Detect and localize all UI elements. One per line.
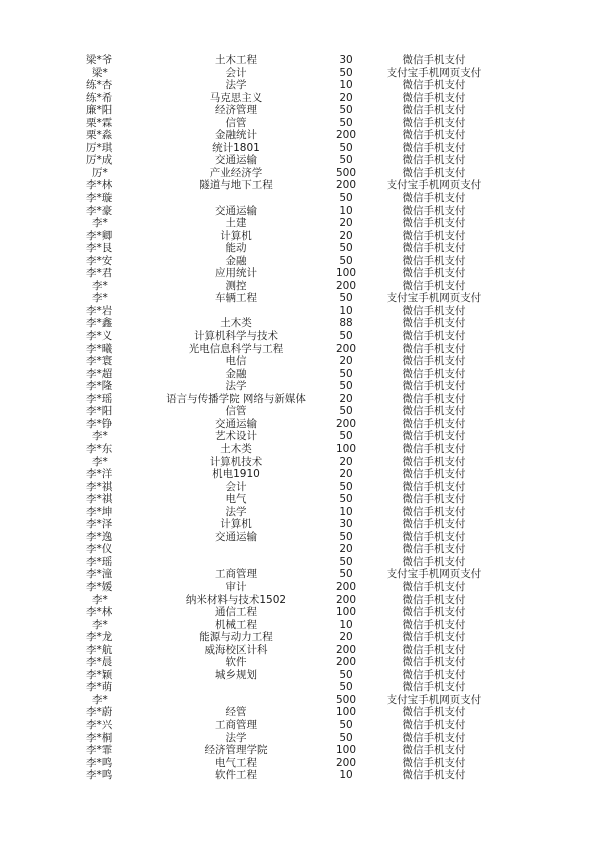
- donor-name: 李*: [92, 693, 108, 706]
- donation-amount: 100: [335, 744, 357, 757]
- donation-amount: 50: [339, 330, 353, 343]
- payment-method: 微信手机支付: [402, 229, 466, 242]
- table-row: [0, 430, 600, 443]
- donor-name: 李*: [92, 455, 108, 468]
- payment-method: 微信手机支付: [402, 480, 466, 493]
- payment-method: 微信手机支付: [402, 392, 466, 405]
- donor-name: 李*鸣: [86, 756, 113, 769]
- donor-name: 李*晨: [86, 656, 113, 669]
- donation-amount: 10: [339, 505, 353, 518]
- payment-method: 微信手机支付: [402, 618, 466, 631]
- table-row: [0, 317, 600, 330]
- donor-major: 交通运输: [215, 204, 257, 217]
- payment-method: 微信手机支付: [402, 355, 466, 368]
- donor-name: 李*卿: [86, 229, 113, 242]
- table-row: [0, 355, 600, 368]
- donation-amount: 50: [339, 681, 353, 694]
- donor-major: 金融统计: [215, 129, 257, 142]
- donor-name: 李*潼: [86, 568, 113, 581]
- donor-name: 李*: [92, 217, 108, 230]
- donation-amount: 100: [335, 706, 357, 719]
- table-row: [0, 694, 600, 707]
- donor-major: 土木工程: [215, 54, 257, 66]
- donation-amount: 20: [339, 392, 353, 405]
- payment-method: 微信手机支付: [402, 129, 466, 142]
- donor-major: 软件: [225, 656, 247, 669]
- table-row: [0, 518, 600, 531]
- donation-amount: 10: [339, 204, 353, 217]
- donor-major: 交通运输: [215, 417, 257, 430]
- payment-method: 微信手机支付: [402, 718, 466, 731]
- table-row: [0, 405, 600, 418]
- donor-name: 李*: [92, 618, 108, 631]
- donor-name: 李*林: [86, 606, 113, 619]
- donation-amount: 50: [339, 731, 353, 744]
- table-row: [0, 368, 600, 381]
- payment-method: 微信手机支付: [402, 468, 466, 481]
- donor-major: 语言与传播学院 网络与新媒体: [166, 392, 306, 405]
- donor-major: 机电1910: [212, 468, 260, 481]
- donor-name: 李*岩: [86, 304, 113, 317]
- donation-amount: 50: [339, 380, 353, 393]
- donation-amount: 10: [339, 769, 353, 782]
- donation-amount: 500: [335, 693, 357, 706]
- payment-method: 微信手机支付: [402, 505, 466, 518]
- payment-method: 微信手机支付: [402, 530, 466, 543]
- donor-major: 经济管理: [215, 104, 257, 117]
- payment-method: 微信手机支付: [402, 555, 466, 568]
- donation-amount: 50: [339, 367, 353, 380]
- table-row: [0, 531, 600, 544]
- table-row: [0, 192, 600, 205]
- payment-method: 微信手机支付: [402, 54, 466, 66]
- donor-major: 法学: [225, 731, 247, 744]
- payment-method: 支付宝手机网页支付: [386, 693, 482, 706]
- donor-name: 李*坤: [86, 505, 113, 518]
- payment-method: 微信手机支付: [402, 756, 466, 769]
- donation-amount: 50: [339, 480, 353, 493]
- payment-method: 微信手机支付: [402, 217, 466, 230]
- donation-amount: 50: [339, 254, 353, 267]
- donation-amount: 20: [339, 91, 353, 104]
- donor-major: 工商管理: [215, 568, 257, 581]
- donor-name: 李*瑶: [86, 555, 113, 568]
- table-row: [0, 154, 600, 167]
- donor-major: 电气工程: [215, 756, 257, 769]
- donor-major: 会计: [225, 480, 247, 493]
- table-row: [0, 305, 600, 318]
- table-row: [0, 506, 600, 519]
- donor-major: 审计: [225, 580, 247, 593]
- donation-amount: 50: [339, 192, 353, 205]
- donation-amount: 50: [339, 141, 353, 154]
- donor-name: 李*东: [86, 442, 113, 455]
- donor-name: 栗*淼: [86, 129, 113, 142]
- payment-method: 微信手机支付: [402, 304, 466, 317]
- table-row: [0, 230, 600, 243]
- payment-method: 支付宝手机网页支付: [386, 292, 482, 305]
- donor-name: 李*鑫: [86, 317, 113, 330]
- donor-name: 李*媛: [86, 580, 113, 593]
- donation-amount: 50: [339, 530, 353, 543]
- table-row: [0, 393, 600, 406]
- donor-major: 纳米材料与技术1502: [185, 593, 287, 606]
- payment-method: 微信手机支付: [402, 580, 466, 593]
- table-row: [0, 644, 600, 657]
- donor-name: 李*艮: [86, 242, 113, 255]
- table-row: [0, 104, 600, 117]
- payment-method: 微信手机支付: [402, 242, 466, 255]
- donor-major: 计算机: [220, 518, 252, 531]
- donor-major: 统计1801: [212, 141, 260, 154]
- table-row: [0, 594, 600, 607]
- table-row: [0, 418, 600, 431]
- donor-name: 李*: [92, 593, 108, 606]
- donor-name: 厉*琪: [86, 141, 113, 154]
- payment-method: 微信手机支付: [402, 731, 466, 744]
- donor-major: 测控: [225, 279, 247, 292]
- payment-method: 微信手机支付: [402, 543, 466, 556]
- payment-method: 微信手机支付: [402, 631, 466, 644]
- payment-method: 微信手机支付: [402, 417, 466, 430]
- donation-amount: 20: [339, 631, 353, 644]
- donor-name: 李*蔚: [86, 706, 113, 719]
- donor-name: 李*君: [86, 267, 113, 280]
- payment-method: 微信手机支付: [402, 442, 466, 455]
- table-row: [0, 67, 600, 80]
- table-row: [0, 732, 600, 745]
- payment-method: 微信手机支付: [402, 116, 466, 129]
- donation-amount: 88: [339, 317, 353, 330]
- payment-method: 微信手机支付: [402, 606, 466, 619]
- donation-amount: 50: [339, 242, 353, 255]
- donor-major: 电气: [225, 493, 247, 506]
- table-row: [0, 380, 600, 393]
- donation-amount: 10: [339, 304, 353, 317]
- table-row: [0, 543, 600, 556]
- donor-major: 会计: [225, 66, 247, 79]
- donor-name: 李*超: [86, 367, 113, 380]
- donor-name: 李*桐: [86, 731, 113, 744]
- donor-name: 梁*爷: [86, 54, 113, 66]
- payment-method: 微信手机支付: [402, 430, 466, 443]
- donor-major: 信管: [225, 405, 247, 418]
- payment-method: 支付宝手机网页支付: [386, 179, 482, 192]
- payment-method: 微信手机支付: [402, 267, 466, 280]
- donation-amount: 50: [339, 292, 353, 305]
- donation-list: [0, 54, 600, 782]
- donor-major: 法学: [225, 380, 247, 393]
- payment-method: 微信手机支付: [402, 91, 466, 104]
- payment-method: 微信手机支付: [402, 656, 466, 669]
- table-row: [0, 179, 600, 192]
- donation-amount: 50: [339, 493, 353, 506]
- payment-method: 微信手机支付: [402, 330, 466, 343]
- donor-name: 练*杏: [86, 79, 113, 92]
- payment-method: 微信手机支付: [402, 744, 466, 757]
- donor-name: 李*祺: [86, 480, 113, 493]
- table-row: [0, 669, 600, 682]
- donor-major: 土木类: [220, 317, 252, 330]
- donor-name: 李*寰: [86, 355, 113, 368]
- donor-major: 车辆工程: [215, 292, 257, 305]
- donor-major: 工商管理: [215, 718, 257, 731]
- donation-amount: 500: [335, 166, 357, 179]
- donation-amount: 50: [339, 66, 353, 79]
- donation-amount: 50: [339, 104, 353, 117]
- payment-method: 微信手机支付: [402, 681, 466, 694]
- donor-major: 光电信息科学与工程: [188, 342, 284, 355]
- payment-method: 微信手机支付: [402, 706, 466, 719]
- table-row: [0, 79, 600, 92]
- donor-name: 梁*: [92, 66, 108, 79]
- table-row: [0, 267, 600, 280]
- donation-amount: 200: [335, 593, 357, 606]
- donation-amount: 200: [335, 129, 357, 142]
- table-row: [0, 117, 600, 130]
- donor-name: 李*萌: [86, 681, 113, 694]
- table-row: [0, 92, 600, 105]
- payment-method: 微信手机支付: [402, 380, 466, 393]
- table-row: [0, 129, 600, 142]
- payment-method: 微信手机支付: [402, 455, 466, 468]
- donation-amount: 10: [339, 79, 353, 92]
- donor-name: 李*: [92, 292, 108, 305]
- donor-name: 李*曦: [86, 342, 113, 355]
- donor-name: 李*: [92, 430, 108, 443]
- donation-amount: 200: [335, 179, 357, 192]
- payment-method: 微信手机支付: [402, 518, 466, 531]
- payment-method: 微信手机支付: [402, 367, 466, 380]
- payment-method: 微信手机支付: [402, 254, 466, 267]
- payment-method: 微信手机支付: [402, 104, 466, 117]
- table-row: [0, 493, 600, 506]
- payment-method: 微信手机支付: [402, 192, 466, 205]
- donation-amount: 20: [339, 455, 353, 468]
- donor-name: 李*泽: [86, 518, 113, 531]
- donor-name: 李*隆: [86, 380, 113, 393]
- payment-method: 微信手机支付: [402, 166, 466, 179]
- donation-amount: 50: [339, 568, 353, 581]
- donor-major: 信管: [225, 116, 247, 129]
- donation-amount: 50: [339, 668, 353, 681]
- donation-amount: 200: [335, 342, 357, 355]
- table-row: [0, 330, 600, 343]
- donation-amount: 20: [339, 468, 353, 481]
- donation-amount: 200: [335, 279, 357, 292]
- table-row: [0, 568, 600, 581]
- table-row: [0, 606, 600, 619]
- table-row: [0, 443, 600, 456]
- donor-name: 李*鸣: [86, 769, 113, 782]
- donor-name: 李*安: [86, 254, 113, 267]
- donation-amount: 20: [339, 229, 353, 242]
- payment-method: 微信手机支付: [402, 317, 466, 330]
- donor-name: 厉*: [92, 166, 108, 179]
- payment-method: 微信手机支付: [402, 204, 466, 217]
- donor-major: 法学: [225, 79, 247, 92]
- donation-amount: 20: [339, 543, 353, 556]
- payment-method: 微信手机支付: [402, 79, 466, 92]
- payment-method: 微信手机支付: [402, 493, 466, 506]
- donor-major: 经济管理学院: [204, 744, 268, 757]
- donor-name: 廉*阳: [86, 104, 113, 117]
- donation-amount: 50: [339, 718, 353, 731]
- donor-major: 马克思主义: [209, 91, 263, 104]
- table-row: [0, 719, 600, 732]
- table-row: [0, 744, 600, 757]
- donor-name: 厉*成: [86, 154, 113, 167]
- donor-major: 艺术设计: [215, 430, 257, 443]
- payment-method: 支付宝手机网页支付: [386, 66, 482, 79]
- donation-amount: 50: [339, 555, 353, 568]
- donation-amount: 100: [335, 606, 357, 619]
- donor-major: 金融: [225, 254, 247, 267]
- table-row: [0, 142, 600, 155]
- donor-major: 计算机科学与技术: [194, 330, 278, 343]
- table-row: [0, 292, 600, 305]
- donation-amount: 50: [339, 405, 353, 418]
- table-row: [0, 205, 600, 218]
- payment-method: 微信手机支付: [402, 643, 466, 656]
- donor-major: 威海校区计科: [204, 643, 268, 656]
- payment-method: 微信手机支付: [402, 405, 466, 418]
- donor-major: 经管: [225, 706, 247, 719]
- donor-name: 李*瑶: [86, 392, 113, 405]
- table-row: [0, 706, 600, 719]
- donor-major: 能源与动力工程: [199, 631, 273, 644]
- table-row: [0, 280, 600, 293]
- donor-name: 李*龙: [86, 631, 113, 644]
- table-row: [0, 631, 600, 644]
- donor-major: 机械工程: [215, 618, 257, 631]
- donation-amount: 100: [335, 442, 357, 455]
- table-row: [0, 242, 600, 255]
- donation-amount: 10: [339, 618, 353, 631]
- donation-amount: 20: [339, 217, 353, 230]
- payment-method: 微信手机支付: [402, 342, 466, 355]
- table-row: [0, 556, 600, 569]
- table-row: [0, 343, 600, 356]
- table-row: [0, 54, 600, 67]
- payment-method: 微信手机支付: [402, 154, 466, 167]
- donation-amount: 200: [335, 580, 357, 593]
- donation-amount: 100: [335, 267, 357, 280]
- donation-amount: 200: [335, 756, 357, 769]
- table-row: [0, 769, 600, 782]
- donor-major: 土木类: [220, 442, 252, 455]
- donor-name: 练*希: [86, 91, 113, 104]
- table-row: [0, 468, 600, 481]
- donor-major: 能动: [225, 242, 247, 255]
- donor-name: 李*逸: [86, 530, 113, 543]
- donor-name: 李*豪: [86, 204, 113, 217]
- donation-amount: 50: [339, 116, 353, 129]
- table-row: [0, 456, 600, 469]
- donation-amount: 20: [339, 355, 353, 368]
- payment-method: 微信手机支付: [402, 141, 466, 154]
- donor-name: 李*霏: [86, 744, 113, 757]
- donor-major: 城乡规划: [215, 668, 257, 681]
- donation-amount: 200: [335, 643, 357, 656]
- table-row: [0, 619, 600, 632]
- donor-major: 通信工程: [215, 606, 257, 619]
- table-row: [0, 217, 600, 230]
- donor-major: 产业经济学: [209, 166, 263, 179]
- table-row: [0, 656, 600, 669]
- table-row: [0, 581, 600, 594]
- donor-name: 李*阳: [86, 405, 113, 418]
- donor-name: 李*兴: [86, 718, 113, 731]
- donor-name: 李*祺: [86, 493, 113, 506]
- donor-name: 李*林: [86, 179, 113, 192]
- donor-name: 李*航: [86, 643, 113, 656]
- donation-amount: 30: [339, 54, 353, 66]
- donor-major: 隧道与地下工程: [199, 179, 273, 192]
- donor-name: 李*义: [86, 330, 113, 343]
- donor-major: 土建: [225, 217, 247, 230]
- table-row: [0, 681, 600, 694]
- donation-amount: 200: [335, 417, 357, 430]
- donor-major: 金融: [225, 367, 247, 380]
- donor-major: 电信: [225, 355, 247, 368]
- payment-method: 微信手机支付: [402, 668, 466, 681]
- donor-major: 计算机: [220, 229, 252, 242]
- table-row: [0, 167, 600, 180]
- donation-amount: 200: [335, 656, 357, 669]
- donation-amount: 30: [339, 518, 353, 531]
- donor-name: 李*: [92, 279, 108, 292]
- donor-name: 栗*霖: [86, 116, 113, 129]
- donor-name: 李*洋: [86, 468, 113, 481]
- payment-method: 支付宝手机网页支付: [386, 568, 482, 581]
- payment-method: 微信手机支付: [402, 279, 466, 292]
- donor-major: 交通运输: [215, 530, 257, 543]
- donation-amount: 50: [339, 154, 353, 167]
- donor-major: 软件工程: [215, 769, 257, 782]
- table-row: [0, 757, 600, 770]
- donor-name: 李*铮: [86, 417, 113, 430]
- donation-amount: 50: [339, 430, 353, 443]
- payment-method: 微信手机支付: [402, 769, 466, 782]
- donor-name: 李*璇: [86, 192, 113, 205]
- table-row: [0, 481, 600, 494]
- donor-major: 交通运输: [215, 154, 257, 167]
- donor-major: 计算机技术: [209, 455, 263, 468]
- donor-major: 法学: [225, 505, 247, 518]
- payment-method: 微信手机支付: [402, 593, 466, 606]
- donor-name: 李*颖: [86, 668, 113, 681]
- donor-major: 应用统计: [215, 267, 257, 280]
- donor-name: 李*仪: [86, 543, 113, 556]
- table-row: [0, 255, 600, 268]
